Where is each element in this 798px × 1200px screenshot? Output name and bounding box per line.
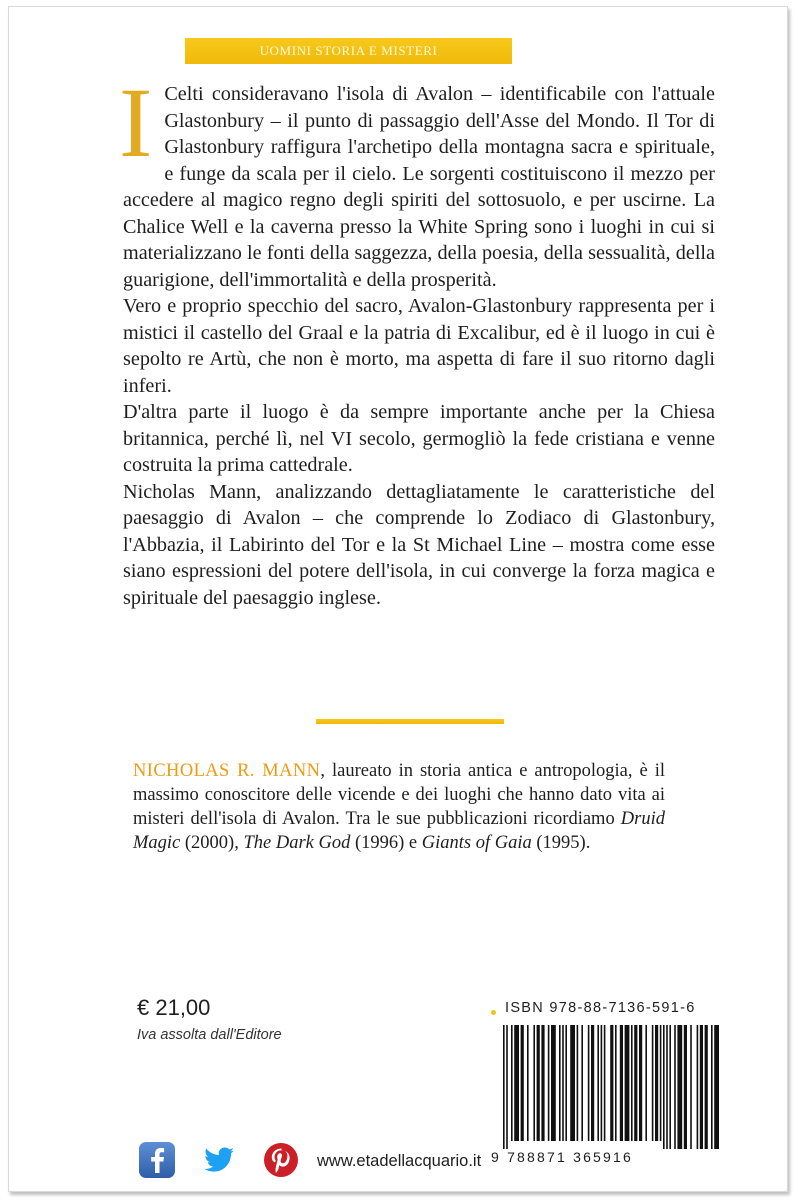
barcode-bar xyxy=(677,1025,682,1149)
book-back-cover xyxy=(8,6,788,1192)
barcode-bar xyxy=(570,1025,575,1141)
barcode-bar xyxy=(666,1025,668,1149)
blurb-paragraph-4: Nicholas Mann, analizzando dettagliatamente le caratteristiche del paesaggio di Avalon – che comprende lo Zodiaco di Glastonbury, l'Abbazia, il Labirinto del Tor e la St Michael Line – mostra come esse siano espressioni del potere dell'isola, in cui converge la forza magica e spirituale del paesaggio inglese. xyxy=(123,480,715,609)
blurb-paragraph-2: Vero e proprio specchio del sacro, Avalon-Glastonbury rappresenta per i mistici il castello del Graal e la patria di Excalibur, ed è il luogo in cui è sepolto re Artù, che non è morto, ma aspetta di fare il suo ritorno dagli inferi. xyxy=(123,295,715,397)
barcode-bar xyxy=(604,1025,606,1141)
barcode-bar xyxy=(506,1025,508,1149)
blurb-paragraph-1-text: Celti consideravano l'isola di Avalon – identificabile con l'attuale Glastonbury – il punto di passaggio dell'Asse del Mondo. Il Tor di Glastonbury raffigura l'archetipo della montagna sacra e spirituale, e funge da scala per il cielo. Le sorgenti costituiscono il mezzo per accedere al magico regno degli spiriti del sottosuolo, e per uscirne. La Chalice Well e la caverna presso la White Spring sono i luoghi in cui si materializzano le fonti della saggezza, della poesia, della sessualità, della guarigione, dell'immortalità e della prosperità. xyxy=(123,83,715,291)
book-year-3: (1995). xyxy=(531,833,591,853)
series-label: UOMINI STORIA E MISTERI xyxy=(259,43,438,58)
barcode-bar xyxy=(541,1025,544,1141)
book-year-2: (1996) e xyxy=(350,833,422,853)
barcode-bar xyxy=(565,1025,567,1141)
pinterest-icon[interactable] xyxy=(261,1140,301,1180)
book-title-dark-god: The Dark God xyxy=(243,833,351,853)
barcode-bar xyxy=(620,1025,623,1141)
barcode-bar xyxy=(669,1025,671,1149)
barcode-bar xyxy=(705,1025,708,1149)
barcode-bar xyxy=(639,1025,642,1141)
barcode-bar xyxy=(562,1025,564,1141)
author-bio xyxy=(133,759,665,855)
barcode-bar xyxy=(588,1025,590,1141)
author-bio-paragraph xyxy=(133,759,665,855)
barcode-bar xyxy=(697,1025,699,1149)
barcode-bar xyxy=(660,1025,662,1141)
barcode-bar xyxy=(645,1025,647,1141)
facebook-icon[interactable] xyxy=(137,1140,177,1180)
barcode-bar xyxy=(714,1025,719,1149)
barcode-bar xyxy=(537,1025,540,1141)
author-name: NICHOLAS R. MANN xyxy=(133,761,321,781)
barcode-bar xyxy=(711,1025,713,1149)
barcode-bar xyxy=(581,1025,583,1141)
barcode-bar xyxy=(663,1025,665,1149)
barcode-bar xyxy=(625,1025,630,1141)
barcode-bar xyxy=(551,1025,556,1141)
drop-cap: I xyxy=(119,67,153,178)
barcode-bar xyxy=(548,1025,550,1141)
isbn-label: ISBN 978-88-7136-591-6 xyxy=(505,1000,696,1016)
barcode-bar xyxy=(700,1025,703,1149)
isbn-barcode xyxy=(491,1025,721,1165)
barcode-digits: 9 788871 365916 xyxy=(491,1149,633,1165)
author-bio-text: , laureato in storia antica e antropologia, è il massimo conoscitore delle vicende e dei luoghi che hanno dato vita ai misteri dell'isola di Avalon. Tra le sue pubblicazioni ricordiamo xyxy=(133,761,665,829)
barcode-bar xyxy=(511,1025,513,1141)
barcode-bar xyxy=(674,1025,676,1149)
barcode-bar xyxy=(684,1025,687,1149)
section-divider xyxy=(316,719,504,724)
barcode-bar xyxy=(527,1025,529,1141)
book-year-1: (2000), xyxy=(180,833,244,853)
barcode-bar xyxy=(591,1025,594,1141)
blurb-paragraph-3: D'altra parte il luogo è da sempre importante anche per la Chiesa britannica, perché lì, nel VI secolo, germogliò la fede cristiana e venne costruita la prima cattedrale. xyxy=(123,401,715,476)
twitter-icon[interactable] xyxy=(199,1140,239,1180)
barcode-bar xyxy=(514,1025,519,1141)
barcode-bar xyxy=(610,1025,613,1141)
barcode-bar xyxy=(631,1025,633,1141)
barcode-bar xyxy=(597,1025,599,1141)
barcode-bar xyxy=(634,1025,637,1141)
series-band xyxy=(185,38,512,64)
blurb-text xyxy=(119,67,715,611)
publisher-website[interactable]: www.etadellacquario.it xyxy=(317,1152,482,1170)
isbn-dot xyxy=(491,1010,496,1015)
vat-note: Iva assolta dall'Editore xyxy=(137,1027,282,1043)
barcode-bar xyxy=(559,1025,561,1141)
price: € 21,00 xyxy=(137,995,211,1020)
blurb-paragraph-1 xyxy=(119,67,715,293)
book-title-druid-magic: Druid Magic xyxy=(133,809,665,853)
barcode-bar xyxy=(652,1025,654,1141)
barcode-bars xyxy=(503,1025,719,1149)
barcode-bar xyxy=(655,1025,658,1141)
barcode-bar xyxy=(533,1025,535,1141)
barcode-bar xyxy=(601,1025,603,1141)
barcode-bar xyxy=(577,1025,579,1141)
book-title-giants-of-gaia: Giants of Gaia xyxy=(421,833,532,853)
barcode-bar xyxy=(615,1025,617,1141)
barcode-bar xyxy=(521,1025,524,1141)
barcode-bar xyxy=(503,1025,505,1149)
barcode-bar xyxy=(690,1025,692,1149)
